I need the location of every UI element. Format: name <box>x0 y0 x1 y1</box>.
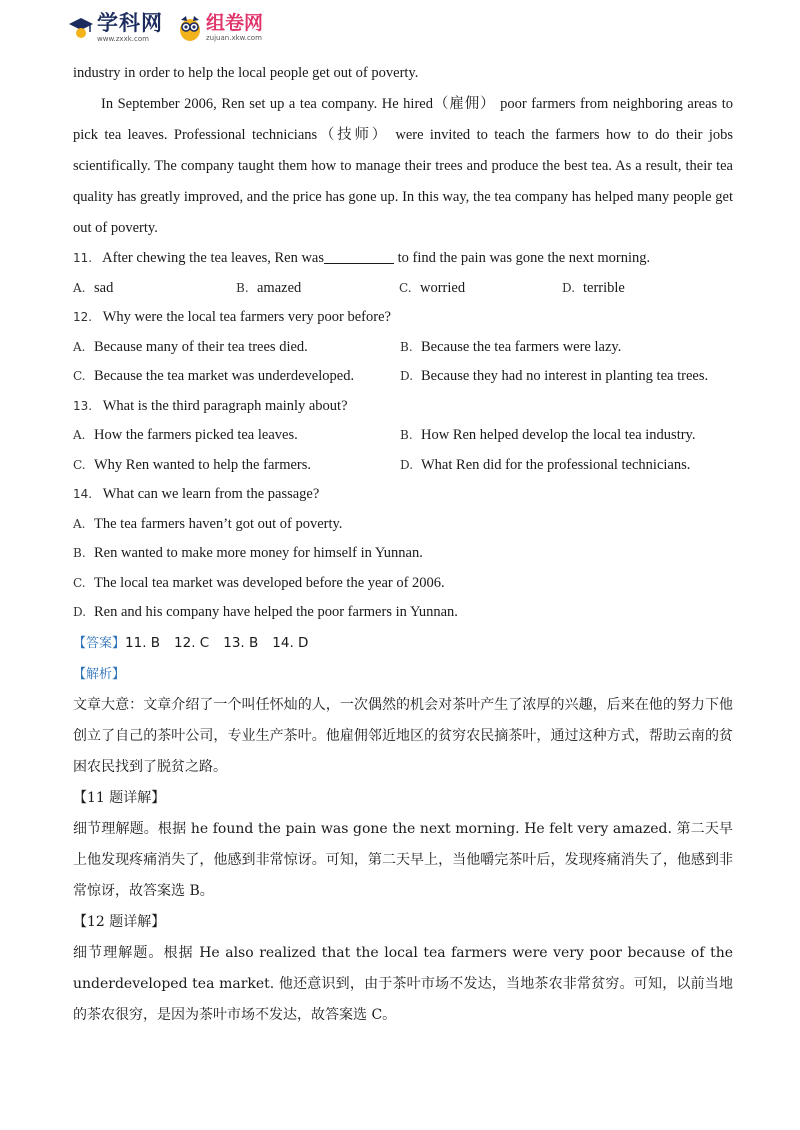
q12-detail-label: 【12 题详解】 <box>73 913 166 930</box>
logo1-brand: 学科网 <box>97 11 163 35</box>
option-d[interactable]: D. terrible <box>562 279 625 296</box>
question-stem: Why were the local tea farmers very poor before? <box>102 309 391 325</box>
option-b[interactable]: B. Because the tea farmers were lazy. <box>400 338 622 355</box>
option-c[interactable]: C. worried <box>399 279 466 296</box>
option-b[interactable]: B. amazed <box>236 279 302 296</box>
question-number: 12. <box>73 310 93 324</box>
logo2-brand: 组卷网 <box>206 12 264 34</box>
answer-values: 11. B 12. C 13. B 14. D <box>125 634 309 651</box>
question-number: 13. <box>73 398 93 413</box>
option-c[interactable]: C. Because the tea market was underdeveloped. <box>73 368 355 384</box>
option-a[interactable]: A. The tea farmers haven’t got out of poverty. <box>73 515 343 532</box>
question-stem-before: After chewing the tea leaves, Ren was <box>102 250 325 266</box>
option-d[interactable]: D. Ren and his company have helped the poor farmers in Yunnan. <box>73 604 458 620</box>
question-11 <box>73 244 733 274</box>
answer-line <box>73 628 733 659</box>
option-b[interactable]: B. How Ren helped develop the local tea industry. <box>400 427 696 443</box>
option-a[interactable]: A. sad <box>73 279 114 296</box>
q11-detail-text: 细节理解题。根据 he found the pain was gone the next morning. He felt very amazed. 第二天早上他发现疼痛消失了，他感到非常惊讶。可知，第二天早上，当他嚼完茶叶后，发现疼痛消失了，他感到非常惊讶，故答案选 B。 <box>73 820 733 899</box>
question-14 <box>73 480 733 510</box>
option-d[interactable]: D. What Ren did for the professional technicians. <box>400 456 691 473</box>
passage-paragraph: In September 2006, Ren set up a tea company. He hired（雇佣） poor farmers from neighboring areas to pick tea leaves. Professional technicians（技师） were invited to teach the farmers how to do their jobs scientifically. The company taught them how to manage their trees and produce the best tea. As a result, their tea quality has greatly improved, and the price has gone up. In this way, the tea company has helped many people get out of poverty. <box>73 96 733 236</box>
question-stem: What is the third paragraph mainly about? <box>102 397 348 414</box>
analysis-label: 【解析】 <box>73 666 126 682</box>
question-number: 11. <box>73 251 93 265</box>
question-stem: What can we learn from the passage? <box>102 486 320 502</box>
analysis-heading <box>73 659 733 690</box>
question-number: 14. <box>73 487 93 501</box>
options-11 <box>73 274 733 304</box>
answer-blank <box>324 249 394 264</box>
graduation-cap-icon <box>68 15 94 41</box>
option-a[interactable]: A. Because many of their tea trees died. <box>73 338 308 355</box>
options-12-row1 <box>73 333 733 363</box>
header <box>68 10 263 46</box>
question-13 <box>73 392 733 422</box>
q12-detail-text: 细节理解题。根据 He also realized that the local tea farmers were very poor because of the underdeveloped tea market. 他还意识到，由于茶叶市场不发达，当地茶农非常贫穷。可知，以前当地的茶农很穷，是因为茶叶市场不发达，故答案选 C。 <box>73 944 733 1023</box>
logo2-url: zujuan.xkw.com <box>206 34 262 42</box>
options-13-row1 <box>73 421 733 451</box>
analysis-summary: 文章大意：文章介绍了一个叫任怀灿的人，一次偶然的机会对茶叶产生了浓厚的兴趣，后来在他的努力下他创立了自己的茶叶公司，专业生产茶叶。他雇佣邻近地区的贫穷农民摘茶叶，通过这种方式，帮助云南的贫困农民找到了脱贫之路。 <box>73 696 733 775</box>
question-12 <box>73 303 733 333</box>
options-13-row2 <box>73 451 733 481</box>
option-b[interactable]: B. Ren wanted to make more money for himself in Yunnan. <box>73 545 423 561</box>
q11-detail-label: 【11 题详解】 <box>73 789 166 806</box>
document-body <box>73 58 733 1031</box>
options-12-row2 <box>73 362 733 392</box>
owl-mascot-icon <box>177 14 203 42</box>
question-stem-after: to find the pain was gone the next morning. <box>394 250 651 266</box>
option-c[interactable]: C. Why Ren wanted to help the farmers. <box>73 456 312 473</box>
zxxk-logo[interactable] <box>68 13 163 43</box>
option-c[interactable]: C. The local tea market was developed before the year of 2006. <box>73 574 445 591</box>
passage-continuation: industry in order to help the local people get out of poverty. <box>73 65 419 81</box>
option-d[interactable]: D. Because they had no interest in planting tea trees. <box>400 368 709 384</box>
answer-label: 【答案】 <box>73 635 126 651</box>
zujuan-logo[interactable] <box>177 14 263 42</box>
option-a[interactable]: A. How the farmers picked tea leaves. <box>73 427 298 443</box>
logo1-url: www.zxxk.com <box>97 35 149 43</box>
